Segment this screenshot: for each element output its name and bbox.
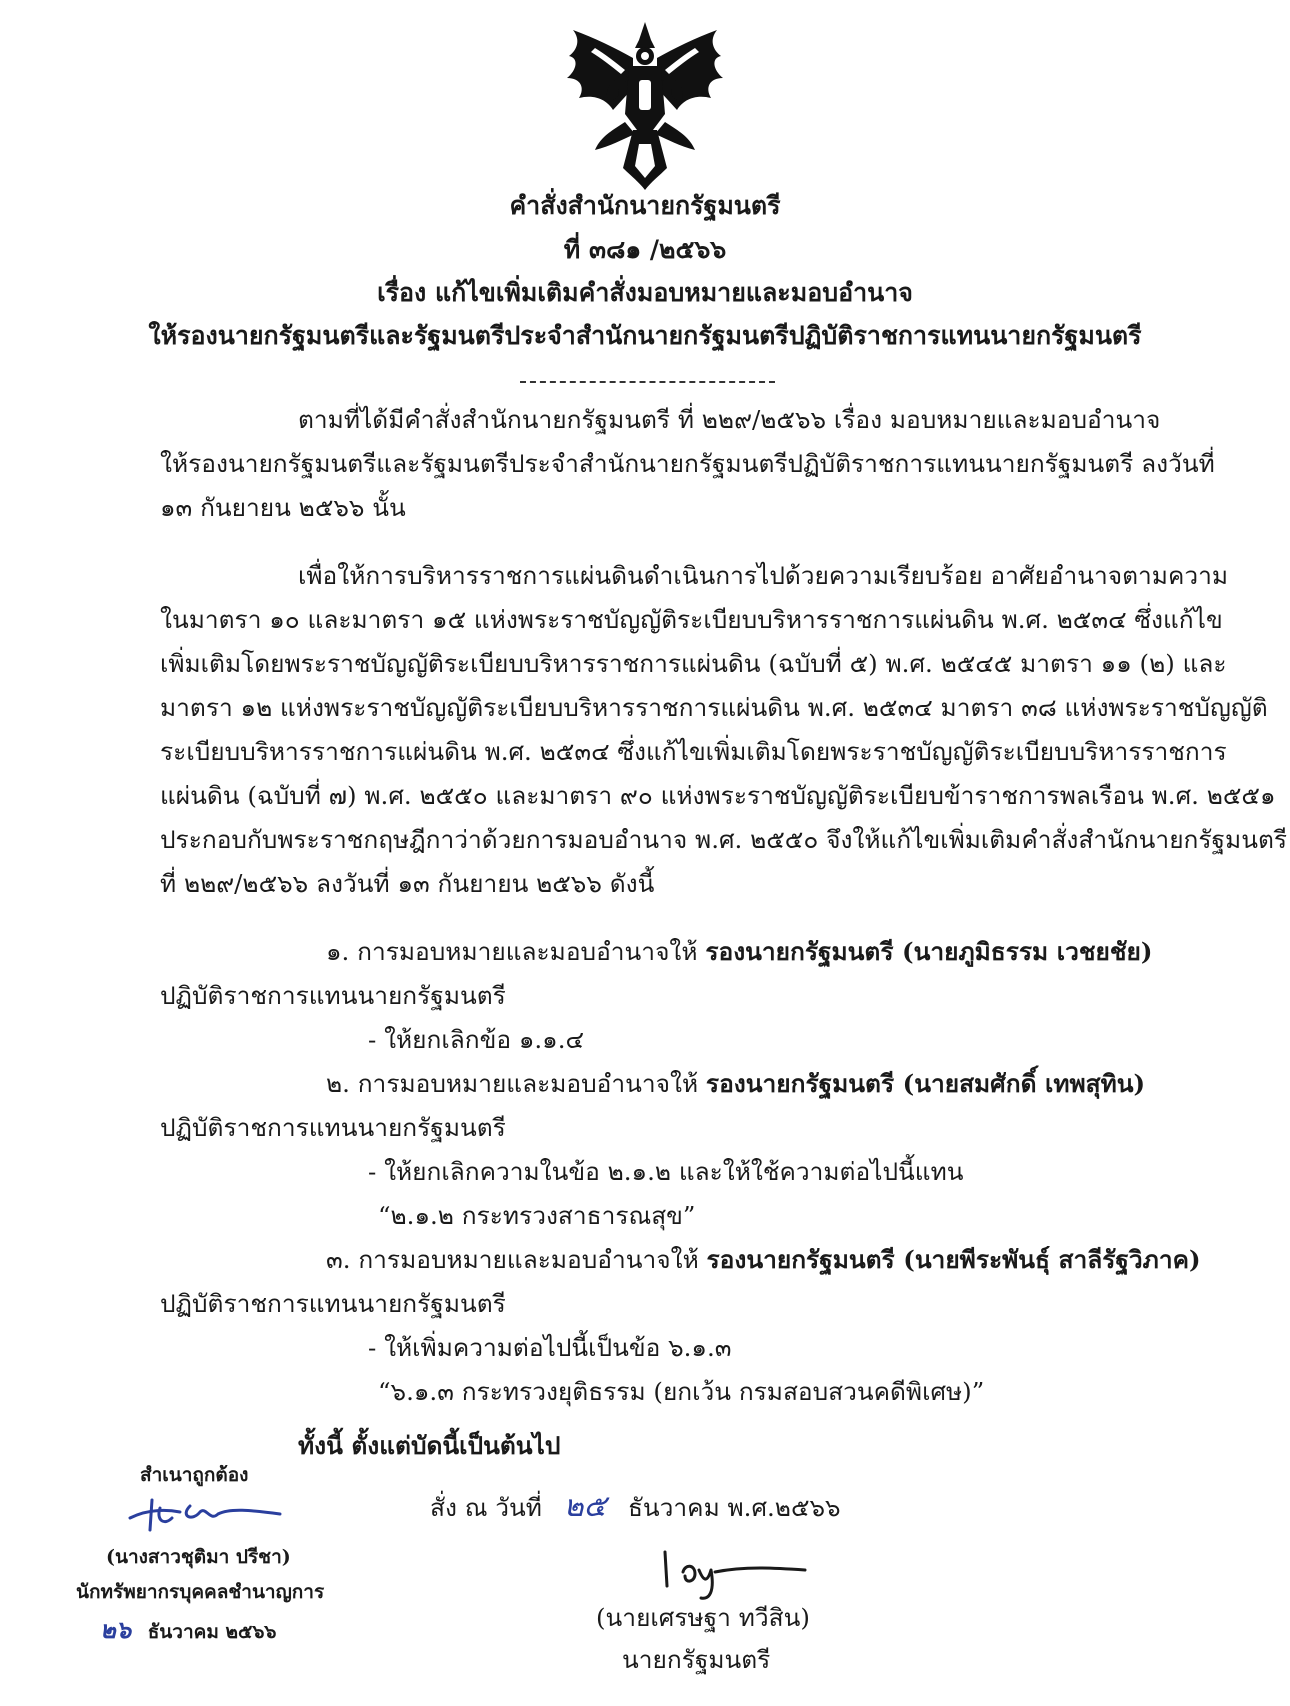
para2-line: เพิ่มเติมโดยพระราชบัญญัติระเบียบบริหารราชการแผ่นดิน (ฉบับที่ ๕) พ.ศ. ๒๕๔๕ มาตรา ๑๑ (๒) และ <box>160 649 1227 678</box>
item-2-continuation: ปฏิบัติราชการแทนนายกรัฐมนตรี <box>160 1113 506 1142</box>
order-date-prefix: สั่ง ณ วันที่ <box>430 1493 542 1522</box>
order-date <box>430 1489 841 1524</box>
item-official: รองนายกรัฐมนตรี (นายสมศักดิ์ เทพสุทิน) <box>705 1069 1146 1098</box>
certified-day: ๒๖ <box>100 1615 132 1644</box>
certifier-signature <box>120 1488 290 1538</box>
para1-line: ตามที่ได้มีคำสั่งสำนักนายกรัฐมนตรี ที่ ๒๒๙/๒๕๖๖ เรื่อง มอบหมายและมอบอำนาจ <box>298 405 1161 434</box>
para2-line: ประกอบกับพระราชกฤษฎีกาว่าด้วยการมอบอำนาจ พ.ศ. ๒๕๕๐ จึงให้แก้ไขเพิ่มเติมคำสั่งสำนักนายกรัฐมนตรี <box>160 825 1288 854</box>
item-2-quote: “๒.๑.๒ กระทรวงสาธารณสุข” <box>378 1201 696 1230</box>
item-2-sub: - ให้ยกเลิกความในข้อ ๒.๑.๒ และให้ใช้ความต่อไปนี้แทน <box>368 1157 964 1186</box>
signer-name: (นายเศรษฐา ทวีสิน) <box>596 1603 810 1632</box>
para2-line: แผ่นดิน (ฉบับที่ ๗) พ.ศ. ๒๕๕๐ และมาตรา ๙๐ แห่งพระราชบัญญัติระเบียบข้าราชการพลเรือน พ.ศ. ๒๕๕๑ <box>160 781 1276 810</box>
item-lead: ๑. การมอบหมายและมอบอำนาจให้ <box>326 937 706 966</box>
item-3-sub: - ให้เพิ่มความต่อไปนี้เป็นข้อ ๖.๑.๓ <box>368 1333 732 1362</box>
certified-date-rest: ธันวาคม ๒๕๖๖ <box>147 1621 277 1643</box>
para2-line: เพื่อให้การบริหารราชการแผ่นดินดำเนินการไปด้วยความเรียบร้อย อาศัยอำนาจตามความ <box>298 561 1229 590</box>
order-number: ที่ ๓๘๑ /๒๕๖๖ <box>563 235 727 264</box>
order-date-day: ๒๕ <box>563 1489 607 1524</box>
item-official: รองนายกรัฐมนตรี (นายภูมิธรรม เวชยชัย) <box>705 937 1153 966</box>
certifier-position: นักทรัพยากรบุคคลชำนาญการ <box>76 1581 325 1603</box>
item-3-quote: “๖.๑.๓ กระทรวงยุติธรรม (ยกเว้น กรมสอบสวนคดีพิเศษ)” <box>378 1377 985 1406</box>
item-1-sub: - ให้ยกเลิกข้อ ๑.๑.๔ <box>368 1025 585 1054</box>
item-3-continuation: ปฏิบัติราชการแทนนายกรัฐมนตรี <box>160 1289 506 1318</box>
para2-line: ที่ ๒๒๙/๒๕๖๖ ลงวันที่ ๑๓ กันยายน ๒๕๖๖ ดังนี้ <box>160 869 655 898</box>
order-date-rest: ธันวาคม พ.ศ.๒๕๖๖ <box>627 1493 841 1522</box>
para1-line: ให้รองนายกรัฐมนตรีและรัฐมนตรีประจำสำนักนายกรัฐมนตรีปฏิบัติราชการแทนนายกรัฐมนตรี ลงวันที่ <box>160 449 1215 478</box>
para2-line: มาตรา ๑๒ แห่งพระราชบัญญัติระเบียบบริหารราชการแผ่นดิน พ.ศ. ๒๕๓๔ มาตรา ๓๘ แห่งพระราชบัญญัติ <box>160 693 1268 722</box>
item-2-heading <box>326 1069 1146 1098</box>
para1-line: ๑๓ กันยายน ๒๕๖๖ นั้น <box>160 493 406 522</box>
item-3-heading <box>326 1245 1201 1274</box>
para2-line: ในมาตรา ๑๐ และมาตรา ๑๕ แห่งพระราชบัญญัติระเบียบบริหารราชการแผ่นดิน พ.ศ. ๒๕๓๔ ซึ่งแก้ไข <box>160 605 1223 634</box>
header-divider <box>520 381 775 383</box>
item-official: รองนายกรัฐมนตรี (นายพีระพันธุ์ สาลีรัฐวิภาค) <box>706 1245 1201 1274</box>
closing-statement: ทั้งนี้ ตั้งแต่บัดนี้เป็นต้นไป <box>298 1431 561 1460</box>
item-lead: ๒. การมอบหมายและมอบอำนาจให้ <box>326 1069 706 1098</box>
subject-line-1: เรื่อง แก้ไขเพิ่มเติมคำสั่งมอบหมายและมอบอำนาจ <box>377 278 913 307</box>
subject-line-2: ให้รองนายกรัฐมนตรีและรัฐมนตรีประจำสำนักนายกรัฐมนตรีปฏิบัติราชการแทนนายกรัฐมนตรี <box>148 321 1142 350</box>
item-lead: ๓. การมอบหมายและมอบอำนาจให้ <box>326 1245 707 1274</box>
item-1-heading <box>326 937 1153 966</box>
garuda-emblem-icon <box>555 18 735 193</box>
certifier-name: (นางสาวชุติมา ปรีชา) <box>106 1546 291 1568</box>
prime-minister-signature <box>655 1542 815 1602</box>
certified-date <box>100 1610 277 1649</box>
item-1-continuation: ปฏิบัติราชการแทนนายกรัฐมนตรี <box>160 981 506 1010</box>
certified-label: สำเนาถูกต้อง <box>140 1464 249 1486</box>
signer-position: นายกรัฐมนตรี <box>622 1645 771 1674</box>
document-title: คำสั่งสำนักนายกรัฐมนตรี <box>509 191 781 220</box>
para2-line: ระเบียบบริหารราชการแผ่นดิน พ.ศ. ๒๕๓๔ ซึ่งแก้ไขเพิ่มเติมโดยพระราชบัญญัติระเบียบบริหารราชการ <box>160 737 1227 766</box>
